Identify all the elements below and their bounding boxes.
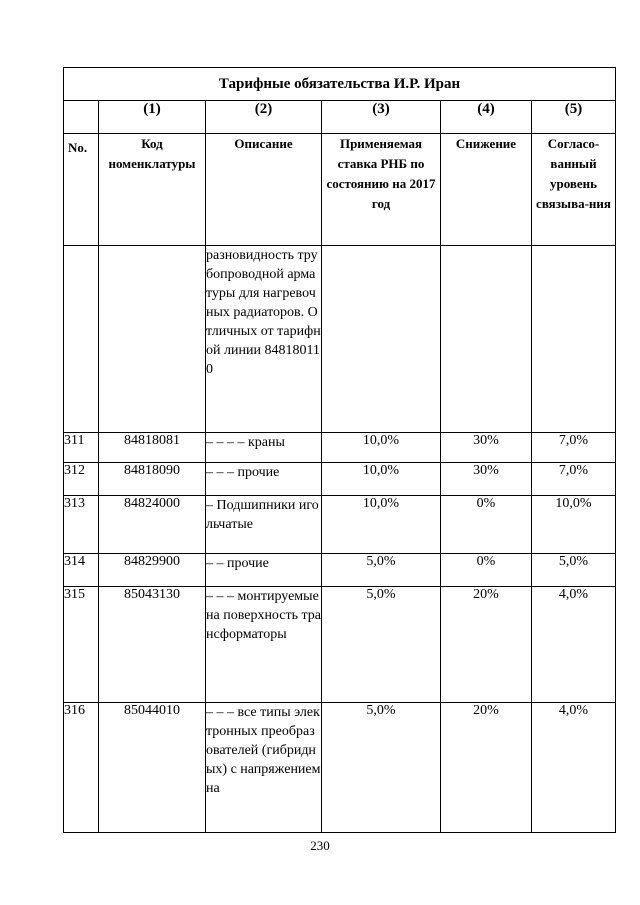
row-applied-rate: 10,0% [322, 463, 441, 496]
table-row [64, 587, 616, 703]
tariff-table [63, 67, 616, 833]
row-applied-rate: 10,0% [322, 496, 441, 554]
row-applied-rate: 5,0% [322, 587, 441, 703]
column-number: (4) [441, 101, 532, 134]
row-description: – – – прочие [206, 463, 322, 496]
column-header-row [64, 134, 616, 246]
column-number: (3) [322, 101, 441, 134]
row-description: – – – – краны [206, 433, 322, 463]
continuation-applied-cell [322, 246, 441, 433]
row-bound-rate: 10,0% [532, 496, 616, 554]
row-applied-rate: 5,0% [322, 554, 441, 587]
row-description: – Подшипники игольчатые [206, 496, 322, 554]
column-number: (2) [206, 101, 322, 134]
row-reduction: 30% [441, 433, 532, 463]
row-reduction: 0% [441, 496, 532, 554]
row-reduction: 20% [441, 587, 532, 703]
row-bound-rate: 4,0% [532, 587, 616, 703]
page-number: 230 [310, 838, 330, 853]
row-bound-rate: 5,0% [532, 554, 616, 587]
row-bound-rate: 7,0% [532, 463, 616, 496]
column-number: (5) [532, 101, 616, 134]
header-applied-rate: Применяемая ставка РНБ по состоянию на 2017 год [322, 134, 441, 246]
row-description: – – прочие [206, 554, 322, 587]
continuation-no-cell [64, 246, 99, 433]
row-bound-rate: 7,0% [532, 433, 616, 463]
header-bound-rate: Согласо-ванный уровень связыва-ния [532, 134, 616, 246]
column-number-blank [64, 101, 99, 134]
row-code: 84818090 [99, 463, 206, 496]
table-row [64, 496, 616, 554]
row-applied-rate: 10,0% [322, 433, 441, 463]
header-description: Описание [206, 134, 322, 246]
row-no: 314 [64, 554, 99, 587]
row-applied-rate: 5,0% [322, 703, 441, 833]
row-code: 85043130 [99, 587, 206, 703]
table-row [64, 463, 616, 496]
header-reduction: Снижение [441, 134, 532, 246]
table-row [64, 703, 616, 833]
row-description: – – – все типы электронных преобразователей (гибридных) с напряжением на [206, 703, 322, 833]
row-bound-rate: 4,0% [532, 703, 616, 833]
row-description: – – – монтируемые на поверхность трансформаторы [206, 587, 322, 703]
row-reduction: 30% [441, 463, 532, 496]
column-number-row [64, 101, 616, 134]
row-no: 311 [64, 433, 99, 463]
continuation-description: разновидность трубопроводной арматуры для нагревочных радиаторов. Отличных от тарифной линии 848180110 [206, 246, 322, 433]
row-reduction: 0% [441, 554, 532, 587]
row-reduction: 20% [441, 703, 532, 833]
row-code: 84829900 [99, 554, 206, 587]
row-no: 316 [64, 703, 99, 833]
table-title-row [64, 68, 616, 101]
continuation-row [64, 246, 616, 433]
continuation-bound-cell [532, 246, 616, 433]
table-row [64, 433, 616, 463]
column-number: (1) [99, 101, 206, 134]
table-row [64, 554, 616, 587]
row-no: 313 [64, 496, 99, 554]
continuation-code-cell [99, 246, 206, 433]
table-title: Тарифные обязательства И.Р. Иран [64, 68, 616, 101]
header-no: No. [64, 134, 99, 246]
header-code: Код номенклатуры [99, 134, 206, 246]
row-code: 84818081 [99, 433, 206, 463]
row-code: 85044010 [99, 703, 206, 833]
row-no: 315 [64, 587, 99, 703]
row-no: 312 [64, 463, 99, 496]
row-code: 84824000 [99, 496, 206, 554]
continuation-reduction-cell [441, 246, 532, 433]
